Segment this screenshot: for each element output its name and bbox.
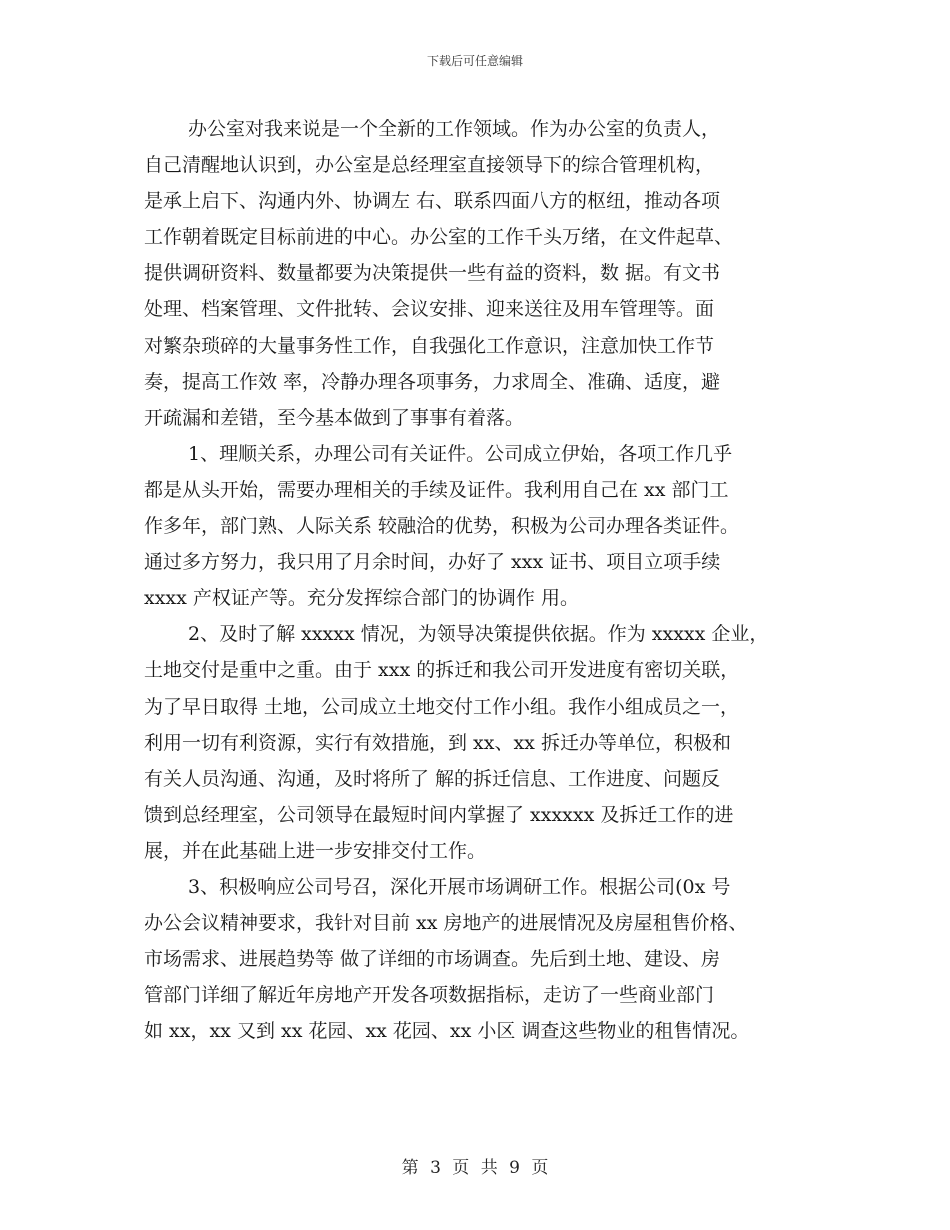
text-line: 市场需求、进展趋势等 做了详细的市场调查。先后到土地、建设、房 — [144, 948, 721, 971]
text-line: 有关人员沟通、沟通，及时将所了 解的拆迁信息、工作进度、问题反 — [144, 767, 721, 790]
page-number-footer: 第 3 页 共 9 页 — [401, 1158, 549, 1178]
text-line: 提供调研资料、数量都要为决策提供一些有益的资料，数 据。有文书 — [144, 262, 721, 285]
text-line: 开疏漏和差错，至今基本做到了事事有着落。 — [144, 406, 525, 429]
text-line: 是承上启下、沟通内外、协调左 右、联系四面八方的枢纽，推动各项 — [144, 190, 721, 213]
text-line: 办公会议精神要求，我针对目前 xx 房地产的进展情况及房屋租售价格、 — [144, 912, 748, 935]
text-line: 2、及时了解 xxxxx 情况，为领导决策提供依据。作为 xxxxx 企业， — [188, 623, 769, 646]
text-line: 工作朝着既定目标前进的中心。办公室的工作千头万绪，在文件起草、 — [144, 226, 734, 249]
document-body — [144, 111, 824, 1049]
text-line: 对繁杂琐碎的大量事务性工作，自我强化工作意识，注意加快工作节 — [144, 334, 715, 357]
text-line: 奏，提高工作效 率，冷静办理各项事务，力求周全、准确、适度，避 — [144, 370, 721, 393]
text-line: 自己清醒地认识到，办公室是总经理室直接领导下的综合管理机构， — [144, 154, 715, 177]
text-line: 3、积极响应公司号召，深化开展市场调研工作。根据公司(0x 号 — [188, 875, 731, 898]
text-line: 为了早日取得 土地，公司成立土地交付工作小组。我作小组成员之一， — [144, 695, 740, 718]
text-line: 都是从头开始，需要办理相关的手续及证件。我利用自己在 xx 部门工 — [144, 478, 729, 501]
text-line: 1、理顺关系，办理公司有关证件。公司成立伊始，各项工作几乎 — [188, 442, 733, 465]
text-line: 如 xx，xx 又到 xx 花园、xx 花园、xx 小区 调查这些物业的租售情况。 — [144, 1020, 750, 1043]
text-line: 土地交付是重中之重。由于 xxx 的拆迁和我公司开发进度有密切关联， — [144, 659, 740, 682]
text-line: xxxx 产权证产等。充分发挥综合部门的协调作 用。 — [144, 587, 579, 610]
text-line: 馈到总经理室，公司领导在最短时间内掌握了 xxxxxx 及拆迁工作的进 — [144, 803, 734, 826]
text-line: 通过多方努力，我只用了月余时间，办好了 xxx 证书、项目立项手续 — [144, 551, 721, 574]
text-line: 管部门详细了解近年房地产开发各项数据指标，走访了一些商业部门 — [144, 984, 715, 1007]
text-line: 处理、档案管理、文件批转、会议安排、迎来送往及用车管理等。面 — [144, 298, 715, 321]
text-line: 作多年，部门熟、人际关系 较融洽的优势，积极为公司办理各类证件。 — [144, 515, 740, 538]
text-line: 利用一切有利资源，实行有效措施，到 xx、xx 拆迁办等单位，积极和 — [144, 731, 731, 754]
page-header-note: 下载后可任意编辑 — [426, 54, 523, 68]
text-line: 办公室对我来说是一个全新的工作领域。作为办公室的负责人， — [188, 118, 721, 140]
text-line: 展，并在此基础上进一步安排交付工作。 — [144, 839, 487, 862]
